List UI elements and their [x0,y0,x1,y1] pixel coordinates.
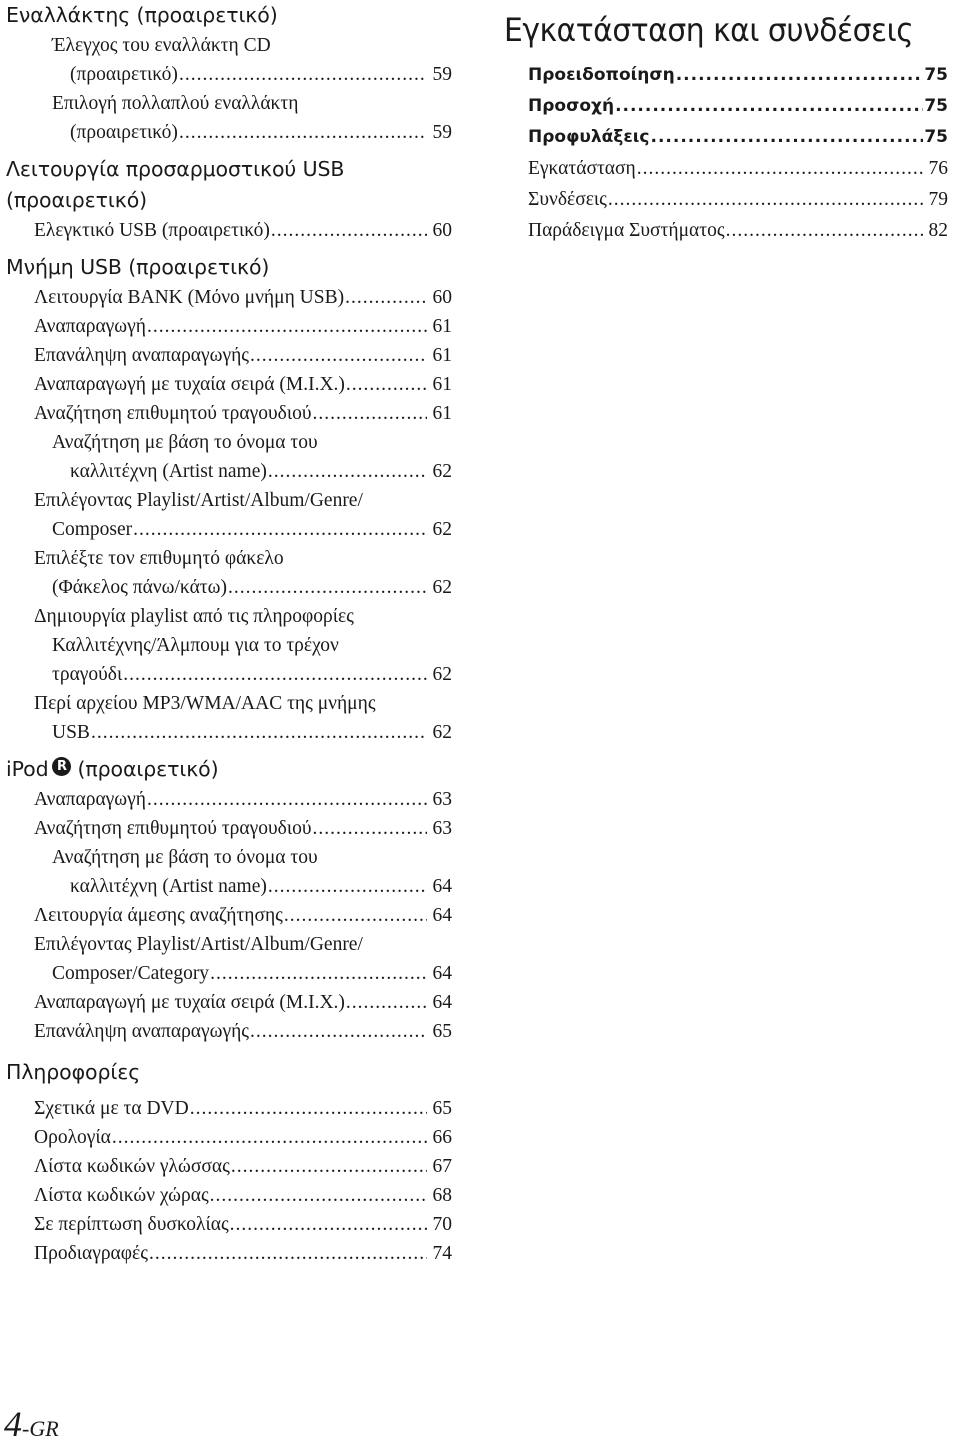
leader-dots [615,91,923,122]
toc-page-number: 61 [432,403,452,424]
leader-dots [250,1017,427,1046]
toc-page-number: 64 [432,876,452,897]
leader-dots [147,785,427,814]
toc-page-number: 60 [432,287,452,308]
toc-entry[interactable] [34,399,452,428]
toc-entry-text: Εγκατάσταση [528,158,636,179]
page-number: 4 [4,1404,22,1444]
toc-entry[interactable] [34,1017,452,1046]
toc-entry[interactable] [528,153,948,184]
leader-dots [608,184,923,215]
leader-dots [346,988,427,1017]
toc-page-number: 62 [432,461,452,482]
toc-entry[interactable] [528,215,948,246]
leader-dots [313,814,428,843]
toc-entry-text: Προδιαγραφές [34,1243,148,1264]
leader-dots [250,341,427,370]
toc-entry-text: Επιλέγοντας Playlist/Artist/Album/Genre/ [34,490,363,511]
toc-entry-text: Καλλιτέχνης/Άλμπουμ για το τρέχον [52,635,339,656]
toc-page-number: 59 [432,64,452,85]
toc-entry[interactable] [34,312,452,341]
toc-entry[interactable] [34,930,452,988]
toc-entry[interactable] [528,122,948,153]
leader-dots [179,118,427,147]
toc-page-number: 62 [432,664,452,685]
toc-entry[interactable] [34,689,452,747]
toc-entry-text: καλλιτέχνη (Artist name) [70,461,267,482]
toc-entry-text: Επανάληψη αναπαραγωγής [34,345,250,366]
toc-entry[interactable] [52,31,452,89]
toc-entry-text: (προαιρετικό) [70,122,178,143]
toc-entry-text: Αναζήτηση με βάση το όνομα του [52,847,318,868]
leader-dots [313,399,428,428]
toc-page-number: 75 [924,65,948,85]
leader-dots [676,60,923,91]
toc-entry-text: Δημιουργία playlist από τις πληροφορίες [34,606,354,627]
toc-page-number: 63 [432,818,452,839]
toc-page-number: 64 [432,963,452,984]
leader-dots [268,457,427,486]
toc-entry-text: Σχετικά με τα DVD [34,1098,189,1119]
leader-dots [147,312,427,341]
toc-page-number: 75 [924,96,948,116]
toc-entry[interactable] [52,89,452,147]
toc-entry-text: Λίστα κωδικών γλώσσας [34,1156,230,1177]
toc-page-number: 60 [432,220,452,241]
leader-dots [123,660,427,689]
leader-dots [91,718,427,747]
leader-dots [190,1094,427,1123]
toc-entry-text: Αναζήτηση επιθυμητού τραγουδιού [34,818,312,839]
page-footer [4,1403,59,1445]
toc-page-number: 61 [432,374,452,395]
toc-entry-text: Αναπαραγωγή [34,789,146,810]
toc-page-number: 61 [432,316,452,337]
toc-entry[interactable] [34,814,452,843]
toc-entry-text: Αναζήτηση με βάση το όνομα του [52,432,318,453]
section-heading-usb-adapter [6,154,452,216]
toc-entry[interactable] [34,216,452,245]
toc-page-number: 64 [432,992,452,1013]
toc-entry-text: Αναπαραγωγή με τυχαία σειρά (M.I.X.) [34,992,345,1013]
section-heading-information: Πληροφορίες [6,1060,141,1084]
toc-entry[interactable] [52,843,452,901]
toc-page-number: 67 [432,1156,452,1177]
toc-entry-text: (Φάκελος πάνω/κάτω) [52,577,227,598]
section-heading-text: (προαιρετικό) [77,757,219,781]
toc-entry[interactable] [34,901,452,930]
toc-entry[interactable] [34,1094,452,1123]
leader-dots [268,872,427,901]
toc-entry-text: Προειδοποίηση [528,65,675,85]
leader-dots [271,216,427,245]
toc-entry-text: Συνδέσεις [528,189,607,210]
toc-entry-text: Προσοχή [528,96,615,116]
leader-dots [346,370,427,399]
toc-entry-text: (προαιρετικό) [70,64,178,85]
section-heading-ipod [6,754,452,785]
section-heading-line: Λειτουργία προσαρμοστικού USB [6,157,345,181]
leader-dots [231,1152,427,1181]
toc-entry-text: Ορολογία [34,1127,111,1148]
toc-left-column [6,0,452,1268]
section-heading-changer: Εναλλάκτης (προαιρετικό) [6,3,278,27]
section-heading-usb-memory: Μνήμη USB (προαιρετικό) [6,255,270,279]
toc-entry-text: τραγούδι [52,664,123,685]
toc-entry-text: Προφυλάξεις [528,127,650,147]
toc-entry-text: Επιλέξτε τον επιθυμητό φάκελο [34,548,284,569]
leader-dots [284,901,427,930]
toc-entry[interactable] [34,1239,452,1268]
toc-entry[interactable] [34,785,452,814]
leader-dots [210,1181,427,1210]
toc-entry[interactable] [34,988,452,1017]
toc-page-number: 76 [928,158,948,179]
toc-entry[interactable] [528,60,948,91]
leader-dots [637,153,923,184]
toc-entry-text: Ελεγκτικό USB (προαιρετικό) [34,220,270,241]
chapter-title: Εγκατάσταση και συνδέσεις [504,11,914,49]
toc-page-number: 59 [432,122,452,143]
toc-page-number: 63 [432,789,452,810]
toc-page-number: 62 [432,577,452,598]
toc-right-column [504,0,948,246]
toc-entry[interactable] [34,370,452,399]
toc-page-number: 62 [432,722,452,743]
leader-dots [651,122,924,153]
toc-entry[interactable] [52,428,452,486]
toc-entry[interactable] [34,602,452,689]
toc-page-number: 75 [924,127,948,147]
toc-page-number: 74 [432,1243,452,1264]
page-language-suffix: -GR [22,1416,59,1441]
toc-page-number: 79 [928,189,948,210]
toc-page-number: 82 [928,220,948,241]
leader-dots [726,215,923,246]
toc-entry[interactable] [34,1210,452,1239]
toc-page-number: 64 [432,905,452,926]
toc-page-number: 62 [432,519,452,540]
toc-entry[interactable] [34,544,452,602]
leader-dots [345,283,427,312]
leader-dots [112,1123,427,1152]
toc-entry-text: Επιλογή πολλαπλού εναλλάκτη [52,93,299,114]
toc-entry-text: Composer/Category [52,963,210,984]
toc-entry-text: Παράδειγμα Συστήματος [528,220,725,241]
toc-entry[interactable] [528,91,948,122]
toc-page-number: 65 [432,1098,452,1119]
toc-entry-text: Περί αρχείου MP3/WMA/AAC της μνήμης [34,693,376,714]
leader-dots [149,1239,427,1268]
toc-page-number: 68 [432,1185,452,1206]
toc-entry-text: Λίστα κωδικών χώρας [34,1185,209,1206]
toc-entry[interactable] [34,341,452,370]
leader-dots [133,515,427,544]
toc-entry-text: USB [52,722,90,743]
toc-entry[interactable] [34,283,452,312]
toc-entry-text: Αναπαραγωγή με τυχαία σειρά (M.I.X.) [34,374,345,395]
leader-dots [210,959,427,988]
toc-entry-text: Λειτουργία BANK (Μόνο μνήμη USB) [34,287,345,308]
toc-entry[interactable] [34,1152,452,1181]
toc-entry[interactable] [34,486,452,544]
section-heading-line: (προαιρετικό) [6,188,148,212]
section-heading-text: iPod [6,757,49,781]
toc-entry-text: Επιλέγοντας Playlist/Artist/Album/Genre/ [34,934,363,955]
toc-entry-text: Αναζήτηση επιθυμητού τραγουδιού [34,403,312,424]
toc-entry-text: Έλεγχος του εναλλάκτη CD [52,35,271,56]
registered-mark-icon: R [52,757,71,776]
toc-entry[interactable] [528,184,948,215]
toc-entry-text: Σε περίπτωση δυσκολίας [34,1214,229,1235]
leader-dots [179,60,427,89]
toc-entry-text: Composer [52,519,133,540]
toc-entry[interactable] [34,1123,452,1152]
leader-dots [228,573,427,602]
toc-entry[interactable] [34,1181,452,1210]
leader-dots [230,1210,427,1239]
toc-entry-text: Λειτουργία άμεσης αναζήτησης [34,905,283,926]
toc-entry-text: Επανάληψη αναπαραγωγής [34,1021,250,1042]
toc-entry-text: καλλιτέχνη (Artist name) [70,876,267,897]
toc-entry-text: Αναπαραγωγή [34,316,146,337]
toc-page-number: 61 [432,345,452,366]
toc-page-number: 70 [432,1214,452,1235]
toc-page-number: 66 [432,1127,452,1148]
toc-page-number: 65 [432,1021,452,1042]
